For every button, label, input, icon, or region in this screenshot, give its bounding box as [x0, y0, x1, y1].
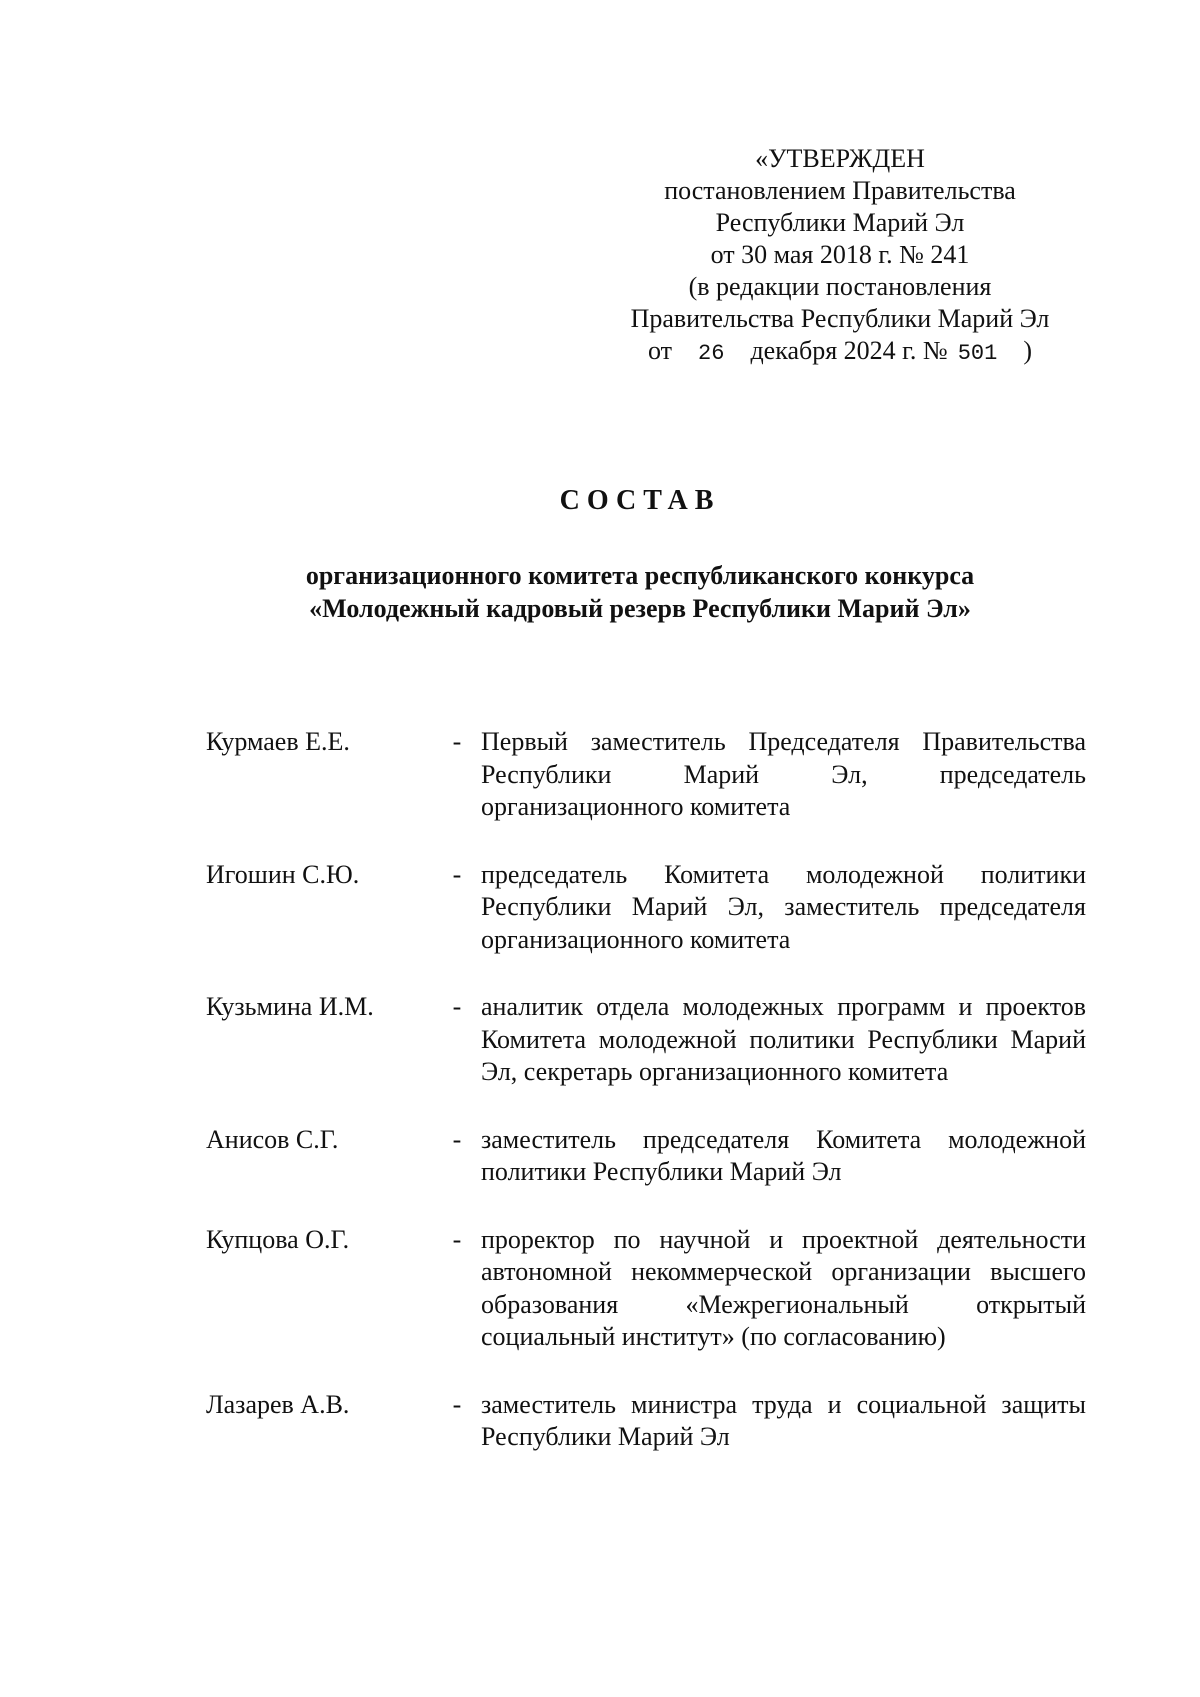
member-name: Анисов С.Г. — [206, 1124, 339, 1154]
document-subtitle — [0, 559, 1200, 625]
member-dash: - — [452, 992, 462, 1021]
approval-line-revision-date — [560, 335, 1120, 370]
revision-date-prefix: от — [648, 336, 673, 365]
revision-number: 501 — [957, 341, 998, 366]
member-role: проректор по научной и проектной деятельности автономной некоммерческой организации высшего образования «Межрегиональный открытый социальный институт» (по согласованию) — [481, 1224, 1086, 1351]
member-row — [206, 726, 1086, 824]
approval-line-decree: постановлением Правительства — [664, 176, 1016, 205]
member-name: Купцова О.Г. — [206, 1224, 350, 1254]
member-name: Курмаев Е.Е. — [206, 727, 350, 756]
revision-date-month-year: декабря 2024 г. № — [750, 336, 948, 365]
member-role: заместитель председателя Комитета молодежной политики Республики Марий Эл — [481, 1124, 1086, 1186]
approval-stamp-block — [560, 143, 1120, 370]
member-dash: - — [452, 1124, 462, 1154]
member-row — [206, 1389, 1086, 1454]
approval-line-revision: (в редакции постановления — [688, 272, 992, 301]
revision-date-suffix: ) — [1023, 336, 1032, 365]
document-title: СОСТАВ — [559, 485, 721, 516]
member-row — [206, 991, 1086, 1089]
member-name: Игошин С.Ю. — [206, 859, 360, 889]
committee-members-list — [206, 726, 1086, 1454]
member-role: аналитик отдела молодежных программ и проектов Комитета молодежной политики Республики Марий Эл, секретарь организационного комитета — [481, 992, 1086, 1086]
member-name: Кузьмина И.М. — [206, 992, 374, 1021]
member-dash: - — [452, 1389, 462, 1419]
approval-line-original-date: от 30 мая 2018 г. № 241 — [710, 240, 970, 269]
member-role: Первый заместитель Председателя Правительства Республики Марий Эл, председатель организационного комитета — [481, 727, 1086, 821]
subtitle-line-1: организационного комитета республиканского конкурса — [305, 561, 975, 590]
member-row — [206, 1124, 1086, 1189]
member-role: председатель Комитета молодежной политики Республики Марий Эл, заместитель председателя организационного комитета — [481, 859, 1086, 954]
revision-date-day: 26 — [698, 341, 725, 366]
member-dash: - — [452, 727, 462, 756]
member-dash: - — [452, 1224, 462, 1254]
member-name: Лазарев А.В. — [206, 1389, 350, 1419]
member-dash: - — [452, 859, 462, 889]
subtitle-line-2: «Молодежный кадровый резерв Республики Марий Эл» — [309, 594, 971, 623]
member-row — [206, 859, 1086, 957]
approval-line-approved: «УТВЕРЖДЕН — [755, 144, 925, 173]
member-role: заместитель министра труда и социальной защиты Республики Марий Эл — [481, 1389, 1086, 1451]
member-row — [206, 1224, 1086, 1354]
approval-line-republic: Республики Марий Эл — [715, 208, 965, 237]
approval-line-government: Правительства Республики Марий Эл — [630, 304, 1050, 333]
